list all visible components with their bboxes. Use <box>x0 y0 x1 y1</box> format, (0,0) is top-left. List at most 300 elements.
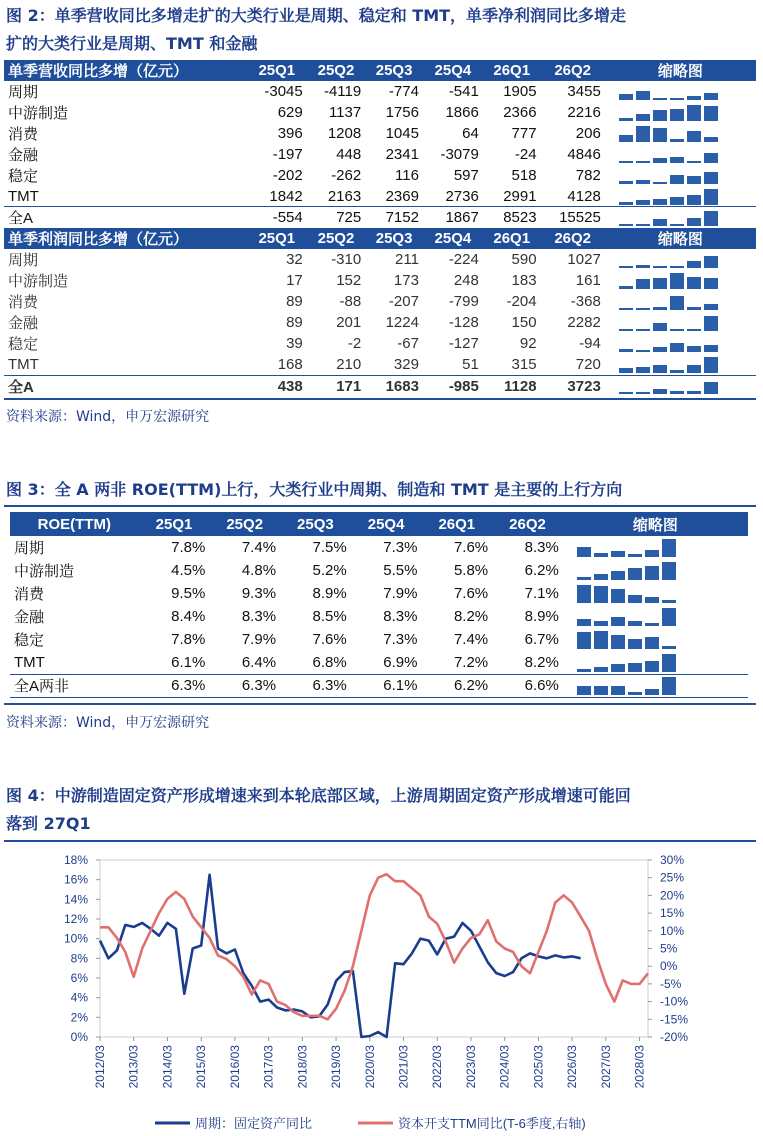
spark-bar <box>670 157 684 163</box>
spark-bar <box>594 631 608 649</box>
fig2-rev-cell: 782 <box>575 167 601 184</box>
spark-bar <box>704 172 718 184</box>
spark-bar <box>577 585 591 603</box>
y-left-tick-label: 14% <box>63 892 88 907</box>
spark-bar <box>704 153 718 163</box>
fig2-rev-cell: 1756 <box>385 104 419 121</box>
fig2-np-header-cell: 26Q1 <box>483 228 541 249</box>
fig3-header-row <box>10 512 748 536</box>
spark-bar <box>704 357 718 373</box>
fig2-np-cell: 39 <box>286 335 303 353</box>
fig3-spark-cell <box>563 674 748 697</box>
y-left-tick-label: 4% <box>70 990 88 1005</box>
fig2-np-cell: 161 <box>575 272 601 290</box>
fig3-spark-cell <box>563 628 748 651</box>
fig2-rev-header-cell: 25Q1 <box>247 60 307 81</box>
sparkline <box>619 147 752 163</box>
fig3-spark-cell <box>563 582 748 605</box>
fig2-np-cell: 150 <box>511 314 537 332</box>
series-line-fixed-asset <box>100 875 581 1037</box>
fig3-cell: 8.2% <box>524 653 559 671</box>
spark-bar <box>611 571 625 580</box>
y-left-tick-label: 0% <box>70 1030 88 1044</box>
fig2-rev-spark-cell <box>605 165 756 186</box>
fig3-header-cell: 25Q3 <box>280 512 351 536</box>
spark-bar <box>611 635 625 649</box>
fig3-row-label: 消费 <box>14 586 45 603</box>
fig3-cell: 7.5% <box>312 539 347 556</box>
fig2-rev-header-cell: 26Q2 <box>541 60 605 81</box>
fig2-np-cell: 168 <box>277 355 303 373</box>
spark-bar <box>670 175 684 184</box>
fig3-cell: 7.9% <box>241 631 277 648</box>
fig2-np-cell: 248 <box>453 272 479 290</box>
spark-bar <box>704 278 718 289</box>
spark-bar <box>687 195 701 204</box>
fig3-cell: 7.4% <box>453 631 489 648</box>
fig2-np-cell: 92 <box>519 335 537 353</box>
fig2-rev-row-label: 全A <box>4 207 247 229</box>
fig2-rev-cell: 518 <box>511 167 537 184</box>
fig2-rev-cell: 2369 <box>385 187 419 205</box>
fig2-rev-cell: 1137 <box>328 104 362 121</box>
spark-bar <box>653 98 667 100</box>
spark-bar <box>619 392 633 394</box>
fig2-np-cell: 1128 <box>483 375 541 397</box>
fig3-cell: 9.3% <box>241 585 277 602</box>
x-tick-label: 2024/03 <box>497 1045 512 1089</box>
spark-bar <box>653 307 667 311</box>
x-tick-label: 2021/03 <box>396 1045 411 1089</box>
spark-bar <box>619 308 633 310</box>
fig3-cell: 8.3% <box>524 539 559 556</box>
y-right-tick-label: 15% <box>660 906 685 921</box>
fig2-np-header-row <box>4 228 756 249</box>
sparkline <box>619 379 752 395</box>
x-tick-label: 2012/03 <box>93 1045 107 1089</box>
spark-bar <box>577 547 591 558</box>
spark-bar <box>687 131 701 142</box>
fig2-np-cell: 720 <box>575 355 601 373</box>
fig4-top-rule <box>4 840 756 842</box>
spark-bar <box>636 91 650 100</box>
y-left-tick-label: 10% <box>63 931 88 946</box>
y-right-tick-label: 5% <box>660 941 678 956</box>
fig3-header-cell: ROE(TTM) <box>10 512 139 536</box>
fig2-rev-cell: -541 <box>448 83 479 100</box>
x-tick-label: 2018/03 <box>295 1045 310 1089</box>
y-right-tick-label: 30% <box>660 853 685 867</box>
fig2-np-cell: 211 <box>395 251 419 269</box>
fig3-cell: 6.3% <box>209 674 280 697</box>
y-right-tick-label: 0% <box>660 959 678 974</box>
x-tick-label: 2014/03 <box>160 1045 175 1089</box>
y-left-tick-label: 12% <box>63 912 88 926</box>
spark-bar <box>662 677 676 695</box>
fig2-table <box>4 60 756 397</box>
fig3-header-cell: 缩略图 <box>563 512 748 536</box>
spark-bar <box>653 278 667 290</box>
spark-bar <box>653 128 667 142</box>
fig2-rev-cell: 15525 <box>541 207 605 229</box>
fig2-rev-row-label: 稳定 <box>8 168 39 185</box>
spark-bar <box>619 118 633 121</box>
fig2-np-row-label: 全A <box>4 375 247 397</box>
fig2-rev-row <box>4 123 756 144</box>
fig3-cell: 6.9% <box>383 653 418 671</box>
fig3-cell: 5.5% <box>383 562 418 579</box>
fig2-rev-row <box>4 165 756 186</box>
fig3-row <box>10 582 748 605</box>
fig2-np-row <box>4 333 756 354</box>
fig2-rev-cell: 1208 <box>327 125 362 142</box>
spark-bar <box>704 211 718 226</box>
fig2-np-cell: 1224 <box>385 314 419 332</box>
spark-bar <box>670 329 684 331</box>
fig3-header-cell: 25Q2 <box>209 512 280 536</box>
fig2-np-spark-cell <box>605 249 756 270</box>
fig2-rev-row <box>4 102 756 123</box>
fig2-rev-cell: 1867 <box>423 207 483 229</box>
spark-bar <box>645 637 659 649</box>
fig3-cell: 7.2% <box>453 653 489 671</box>
fig2-rev-cell: -24 <box>514 146 537 163</box>
fig2-np-cell: 3723 <box>541 375 605 397</box>
spark-bar <box>645 661 659 672</box>
spark-bar <box>653 266 667 268</box>
fig2-rev-cell: 2736 <box>445 187 479 205</box>
fig2-rev-cell: 1905 <box>503 83 537 100</box>
sparkline <box>577 562 744 580</box>
spark-bar <box>594 553 608 558</box>
sparkline <box>619 315 752 331</box>
fig3-header-cell: 26Q2 <box>492 512 563 536</box>
fig2-rev-spark-cell <box>605 123 756 144</box>
fig2-np-cell: 210 <box>336 355 362 373</box>
fig3-cell: 6.8% <box>312 653 347 671</box>
fig2-np-cell: 590 <box>511 251 537 269</box>
fig3-header-cell: 25Q4 <box>351 512 422 536</box>
spark-bar <box>653 199 667 205</box>
y-right-tick-label: -15% <box>660 1012 689 1027</box>
spark-bar <box>687 365 701 373</box>
fig2-np-spark-cell <box>605 375 756 397</box>
fig2-title-line2: 扩的大类行业是周期、TMT 和金融 <box>6 34 258 53</box>
fig2-rev-header-cell: 缩略图 <box>605 60 756 81</box>
fig2-np-row-label: TMT <box>8 355 39 373</box>
fig2-rev-header-cell: 25Q2 <box>307 60 365 81</box>
fig3-cell: 5.8% <box>453 562 489 579</box>
fig3-row-label: 周期 <box>14 540 45 557</box>
fig2-rev-row <box>4 144 756 165</box>
spark-bar <box>670 296 684 310</box>
spark-bar <box>619 286 633 289</box>
fig2-np-cell: -207 <box>388 293 419 311</box>
spark-bar <box>619 161 633 163</box>
spark-bar <box>636 265 650 269</box>
fig3-row <box>10 628 748 651</box>
fig3-row <box>10 536 748 559</box>
fig2-rev-cell: 629 <box>277 104 303 121</box>
spark-bar <box>687 161 701 163</box>
spark-bar <box>662 539 676 557</box>
fig3-header-cell: 25Q1 <box>139 512 210 536</box>
spark-bar <box>636 308 650 310</box>
fig3-row-label: TMT <box>14 653 45 671</box>
fig3-cell: 8.3% <box>383 608 418 625</box>
spark-bar <box>594 621 608 626</box>
fig3-row <box>10 559 748 582</box>
spark-bar <box>636 224 650 226</box>
fig3-cell: 7.4% <box>241 539 277 556</box>
fig2-np-row-label: 周期 <box>8 252 39 270</box>
fig2-np-spark-cell <box>605 312 756 333</box>
sparkline <box>577 539 744 557</box>
fig2-rev-cell: 64 <box>462 125 479 142</box>
fig2-np-cell: 171 <box>307 375 365 397</box>
spark-bar <box>636 367 650 373</box>
fig2-np-cell: -204 <box>506 293 537 311</box>
spark-bar <box>611 589 625 603</box>
y-left-tick-label: 8% <box>70 951 88 966</box>
spark-bar <box>636 279 650 289</box>
fig2-rev-cell: 2341 <box>385 146 419 163</box>
spark-bar <box>670 391 684 394</box>
fig2-rev-cell: 3455 <box>567 83 601 100</box>
fig2-np-header-cell: 26Q2 <box>541 228 605 249</box>
fig2-source: 资料来源：Wind，申万宏源研究 <box>6 409 210 425</box>
fig2-rev-cell: -3079 <box>440 146 479 163</box>
spark-bar <box>653 182 667 184</box>
fig2-np-cell: -67 <box>397 335 419 353</box>
spark-bar <box>662 654 676 672</box>
fig4-title-line2: 落到 27Q1 <box>6 814 91 833</box>
y-left-tick-label: 6% <box>70 971 88 985</box>
spark-bar <box>687 329 701 331</box>
spark-bar <box>636 180 650 184</box>
fig2-rev-cell: -774 <box>388 83 419 100</box>
fig2-np-cell: 32 <box>286 251 303 269</box>
fig3-cell: 6.3% <box>139 674 210 697</box>
x-tick-label: 2026/03 <box>565 1045 580 1089</box>
spark-bar <box>628 595 642 603</box>
fig2-np-cell: 315 <box>511 355 537 373</box>
fig2-rev-cell: 725 <box>307 207 365 229</box>
fig2-np-spark-cell <box>605 333 756 354</box>
spark-bar <box>662 600 676 603</box>
x-tick-label: 2022/03 <box>430 1045 445 1089</box>
y-left-tick-label: 16% <box>63 872 88 887</box>
spark-bar <box>653 347 667 352</box>
sparkline <box>619 336 752 352</box>
fig3-cell: 4.8% <box>241 562 277 579</box>
spark-bar <box>653 219 667 226</box>
spark-bar <box>687 307 701 311</box>
spark-bar <box>636 392 650 394</box>
spark-bar <box>645 597 659 603</box>
fig2-np-cell: -799 <box>448 293 479 311</box>
spark-bar <box>670 139 684 142</box>
sparkline <box>619 210 752 226</box>
spark-bar <box>704 345 718 352</box>
spark-bar <box>619 94 633 100</box>
fig2-rev-cell: 116 <box>395 167 419 184</box>
sparkline <box>619 252 752 268</box>
fig2-rev-cell: 2366 <box>503 104 537 121</box>
fig2-rev-row <box>4 81 756 102</box>
sparkline <box>619 357 752 373</box>
fig3-row-label: 稳定 <box>14 632 45 649</box>
spark-bar <box>704 382 718 394</box>
spark-bar <box>628 692 642 695</box>
fig3-spark-cell <box>563 536 748 559</box>
spark-bar <box>619 329 633 331</box>
fig2-np-row <box>4 354 756 375</box>
x-tick-label: 2015/03 <box>194 1045 209 1089</box>
fig2-np-header-cell: 25Q2 <box>307 228 365 249</box>
fig2-np-row-label: 稳定 <box>8 336 39 354</box>
fig3-cell: 7.6% <box>453 585 489 602</box>
spark-bar <box>687 261 701 268</box>
fig3-cell: 7.8% <box>171 631 206 648</box>
x-tick-label: 2028/03 <box>632 1045 647 1089</box>
spark-bar <box>619 181 633 184</box>
fig2-rev-cell: 2216 <box>567 104 601 121</box>
fig2-rev-cell: -197 <box>272 146 303 163</box>
y-right-tick-label: 25% <box>660 870 685 885</box>
fig3-cell: 8.4% <box>171 608 206 625</box>
spark-bar <box>577 577 591 580</box>
fig3-row-label: 中游制造 <box>14 563 75 580</box>
fig2-np-cell: 329 <box>393 355 419 373</box>
x-tick-label: 2017/03 <box>261 1045 276 1089</box>
fig2-rev-cell: -202 <box>272 167 303 184</box>
fig3-cell: 4.5% <box>171 562 206 579</box>
spark-bar <box>704 304 718 311</box>
fig3-cell: 7.6% <box>453 539 489 556</box>
fig3-cell: 6.2% <box>421 674 492 697</box>
fig2-rev-row-label: 金融 <box>8 147 39 164</box>
fig2-rev-spark-cell <box>605 102 756 123</box>
fig3-cell: 5.2% <box>312 562 347 579</box>
fig2-rev-spark-cell <box>605 144 756 165</box>
fig4-line-chart <box>0 846 763 1136</box>
sparkline <box>577 608 744 626</box>
fig3-table <box>10 512 748 698</box>
fig3-cell: 8.5% <box>312 608 347 625</box>
fig2-title-line1: 图 2：单季营收同比多增走扩的大类行业是周期、稳定和 TMT，单季净利润同比多增走 <box>6 6 627 25</box>
fig2-rev-cell: 4846 <box>567 146 601 163</box>
fig2-np-cell: 89 <box>286 314 303 332</box>
fig2-rev-header-cell: 25Q3 <box>365 60 423 81</box>
fig2-rev-cell: -554 <box>247 207 307 229</box>
spark-bar <box>594 667 608 672</box>
fig4-title-line1: 图 4：中游制造固定资产形成增速来到本轮底部区域，上游周期固定资产形成增速可能回 <box>6 786 631 805</box>
spark-bar <box>619 202 633 205</box>
fig2-np-spark-cell <box>605 291 756 312</box>
fig3-title: 图 3：全 A 两非 ROE(TTM)上行，大类行业中周期、制造和 TMT 是主要的上行方向 <box>6 480 623 499</box>
fig2-np-row-label: 金融 <box>8 315 39 333</box>
spark-bar <box>619 368 633 373</box>
fig2-np-cell: -88 <box>339 293 362 311</box>
fig3-source: 资料来源：Wind，申万宏源研究 <box>6 715 210 731</box>
y-right-tick-label: 10% <box>660 923 685 938</box>
fig2-rev-cell: 448 <box>336 146 362 163</box>
fig3-cell: 6.1% <box>171 653 206 671</box>
spark-bar <box>636 200 650 205</box>
fig2-np-row-label: 中游制造 <box>8 273 69 291</box>
sparkline <box>619 126 752 142</box>
spark-bar <box>645 550 659 558</box>
fig3-row <box>10 605 748 628</box>
x-tick-label: 2020/03 <box>362 1045 377 1089</box>
fig3-cell: 8.2% <box>453 608 489 625</box>
fig3-cell: 7.1% <box>524 585 559 602</box>
spark-bar <box>636 126 650 142</box>
fig2-np-cell: -310 <box>331 251 362 269</box>
fig2-rev-cell: 396 <box>277 125 303 142</box>
spark-bar <box>670 273 684 289</box>
fig2-rev-cell: 777 <box>511 125 537 142</box>
spark-bar <box>653 389 667 395</box>
y-right-tick-label: 20% <box>660 888 685 903</box>
spark-bar <box>577 619 591 626</box>
spark-bar <box>687 391 701 395</box>
spark-bar <box>662 562 676 580</box>
fig2-rev-cell: -262 <box>331 167 362 184</box>
spark-bar <box>611 551 625 557</box>
spark-bar <box>704 137 718 142</box>
spark-bar <box>594 686 608 695</box>
fig3-spark-cell <box>563 605 748 628</box>
fig2-rev-row-label: 中游制造 <box>8 105 69 122</box>
fig2-rev-cell: 2991 <box>503 187 537 205</box>
fig2-rev-header-row <box>4 60 756 81</box>
spark-bar <box>636 161 650 163</box>
fig3-row-label: 金融 <box>14 609 45 626</box>
fig2-rev-cell: 1045 <box>385 125 419 142</box>
spark-bar <box>687 96 701 100</box>
y-right-tick-label: -10% <box>660 994 689 1009</box>
fig2-np-cell: -368 <box>570 293 601 311</box>
fig2-np-cell: 89 <box>286 293 303 311</box>
spark-bar <box>687 105 701 121</box>
sparkline <box>619 168 752 184</box>
spark-bar <box>619 135 633 142</box>
sparkline <box>619 84 752 100</box>
sparkline <box>619 105 752 121</box>
spark-bar <box>645 623 659 626</box>
fig2-np-cell: 438 <box>247 375 307 397</box>
fig2-np-cell: 152 <box>336 272 362 290</box>
fig2-rev-header-cell: 单季营收同比多增（亿元） <box>4 60 247 81</box>
fig3-cell: 8.9% <box>312 585 347 602</box>
spark-bar <box>611 617 625 626</box>
fig3-cell: 7.8% <box>171 539 206 556</box>
spark-bar <box>653 110 667 121</box>
sparkline <box>619 273 752 289</box>
fig2-np-cell: -128 <box>448 314 479 332</box>
fig2-rev-cell: 1842 <box>269 187 303 205</box>
fig2-rev-spark-cell <box>605 186 756 207</box>
spark-bar <box>687 346 701 353</box>
fig2-rev-cell: 2163 <box>327 187 362 205</box>
spark-bar <box>577 686 591 695</box>
spark-bar <box>687 277 701 289</box>
spark-bar <box>653 365 667 373</box>
fig2-np-cell: 51 <box>462 355 479 373</box>
spark-bar <box>704 93 718 100</box>
